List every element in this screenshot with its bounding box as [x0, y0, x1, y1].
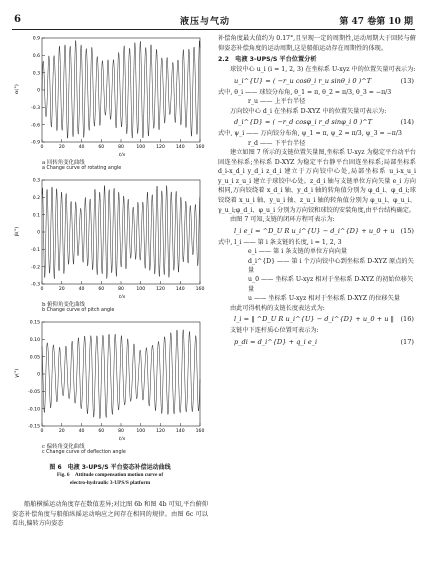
- equation-16: [218, 313, 416, 326]
- eq13-def-ru: r_u —— 上平台半径: [248, 98, 306, 106]
- plot-b-xtick-label: 120: [156, 287, 165, 292]
- equation-15: [218, 225, 416, 238]
- plot-c-ytick-label: 0.10: [29, 338, 40, 344]
- header-rule: [12, 29, 415, 30]
- equation-15-number: (15): [400, 226, 414, 235]
- plot-b-xtick-label: 80: [118, 287, 124, 292]
- page-header: [0, 0, 427, 30]
- plot-b-xtick-label: 100: [136, 287, 146, 292]
- plot-a-xtick-label: 60: [98, 145, 105, 150]
- right-paragraph-1: 补偿角度最大值约为 0.17°,且呈现一定的周期性,运动周期大于回转与俯仰姿态补偿角度的运动周期,这是船舶运动存在周期性的体现。: [218, 35, 416, 52]
- issue-label: 第 47 卷第 10 期: [339, 17, 413, 27]
- figure-caption: [12, 462, 208, 487]
- equation-13-number: (13): [400, 76, 414, 85]
- plot-c-xlabel: t/s: [119, 436, 126, 442]
- eq15-def-u0: u_0 —— 坐标系 U-xyz 相对于坐标系 D-XYZ 的初始位移矢量: [248, 276, 414, 293]
- plot-c-xtick-label: 120: [156, 429, 165, 434]
- plot-c-ylabel: γ(°): [14, 368, 20, 378]
- right-column: [218, 34, 416, 574]
- plot-c-trace: [42, 330, 200, 419]
- right-paragraph-3: 万向铰中心 d_i 在坐标系 D-XYZ 中的位置矢量可表示为:: [230, 107, 387, 115]
- plot-b-ytick-label: 0.2: [32, 196, 40, 202]
- plot-c-xtick-label: 60: [98, 429, 105, 434]
- plot-c-xtick-label: 20: [58, 429, 65, 434]
- section-heading: 2.2 电液 3-UPS/S 平台位置分析: [218, 56, 317, 64]
- plot-b-ytick-label: -0.2: [31, 265, 40, 271]
- plot-b-svg: [12, 176, 208, 306]
- plot-b-xtick-label: 160: [195, 287, 205, 292]
- equation-14-number: (14): [400, 118, 414, 127]
- plot-a-xtick-label: 100: [136, 145, 146, 150]
- plot-c-ytick-label: -0.10: [28, 407, 40, 413]
- plot-a-ytick-label: 0.9: [32, 36, 40, 42]
- equation-14-body: d_i^{D} = ( −r_d cosφ_i r_d sinφ_i 0 )^T: [234, 118, 373, 127]
- plot-b-xtick-label: 40: [78, 287, 85, 292]
- plot-a-ytick-label: -0.3: [31, 106, 40, 112]
- figure-caption-zh: 图 6 电液 3-UPS/S 平台姿态补偿运动曲线: [49, 464, 171, 471]
- plot-a-xtick-label: 40: [78, 145, 85, 150]
- plot-c-xtick-label: 80: [118, 429, 124, 434]
- plot-a-caption-en: a Change curve of rotating angle: [42, 166, 122, 171]
- plot-c-ytick-label: -0.15: [28, 424, 40, 430]
- plot-a-xtick-label: 120: [156, 145, 165, 150]
- journal-title: 液压与气动: [180, 17, 231, 27]
- plot-a-xtick-label: 80: [118, 145, 124, 150]
- plot-a-ytick-label: 0: [37, 88, 40, 94]
- eq15-def-li: 式中, l_i —— 第 i 条支链的长度, i = 1, 2, 3: [218, 238, 342, 246]
- plot-c-xtick-label: 40: [78, 429, 85, 434]
- plot-a-ylabel: α(°): [14, 84, 20, 94]
- plot-c: [12, 318, 208, 455]
- left-column: [12, 34, 208, 574]
- plot-c-xtick-label: 0: [40, 429, 44, 434]
- plot-a-xtick-label: 160: [195, 145, 205, 150]
- plot-a-trace: [42, 41, 200, 139]
- equation-17: [218, 336, 416, 349]
- plot-a-xtick-label: 0: [40, 145, 44, 150]
- plot-b-caption-zh: b 俯仰角变化曲线: [42, 302, 85, 308]
- plot-b-ytick-label: -0.1: [31, 248, 40, 254]
- equation-16-body: l_i = ‖ ^D_U R u_i^{U} − d_i^{D} + u_0 + u ‖: [234, 315, 394, 324]
- plot-b-xtick-label: 20: [58, 287, 65, 292]
- plot-b-ytick-label: 0: [37, 230, 40, 236]
- eq13-def-theta: 式中, θ_i —— 球铰分布角, θ_1 = π, θ_2 = π/3, θ_3 = −π/3: [218, 88, 392, 96]
- eq15-def-di: d_i^{D} —— 第 i 个万向铰中心到坐标系 D-XYZ 原点的矢量: [248, 257, 414, 274]
- page-number: 6: [14, 14, 21, 25]
- plot-a-svg: [12, 34, 208, 164]
- plot-b-xtick-label: 60: [98, 287, 105, 292]
- equation-15-body: l_i e_i = ^D_U R u_i^{U} − d_i^{D} + u_0 + u: [234, 226, 395, 235]
- plot-a-xtick-label: 20: [58, 145, 65, 150]
- plot-b-caption-en: b Change curve of pitch angle: [42, 308, 115, 313]
- plot-a-xtick-label: 140: [175, 145, 185, 150]
- plot-a-ytick-label: -0.9: [31, 140, 40, 146]
- plot-a-xlabel: t/s: [119, 152, 126, 158]
- plot-b-trace: [42, 186, 200, 279]
- equation-17-number: (17): [400, 337, 414, 346]
- plot-b: [12, 176, 208, 313]
- plot-b-xtick-label: 0: [40, 287, 44, 292]
- equation-14: [218, 116, 416, 129]
- plot-a-ytick-label: 0.6: [32, 54, 40, 60]
- plot-c-ytick-label: 0: [37, 372, 40, 378]
- plot-c-xtick-label: 140: [175, 429, 185, 434]
- plot-c-caption-zh: c 偏转角变化曲线: [42, 444, 85, 450]
- plot-c-ytick-label: 0.15: [29, 320, 40, 326]
- eq15-def-u: u —— 坐标系 U-xyz 相对于坐标系 D-XYZ 的位移矢量: [248, 295, 400, 303]
- right-paragraph-4: 建立如图 7 所示的支链位置矢量图,坐标系 U-xyz 为稳定平台动平台固连坐标系;坐标系 D-XYZ 为稳定平台静平台固连坐标系;局部坐标系 d_i-x_d_i y_d_i z_d_i 建立于万向铰中心处,局部坐标系 u_i-x_u_i y_u_i z_u_i 建立于球铰中心处。z_d_i 轴与支链单位方向矢量 e_i 方向相同,万向铰绕着 x_d_i 轴、y_d_i 轴的转角值分别为 φ_d_i、φ_d_i;球铰绕着 x_u_i 轴、y_u_i 轴、z_u_i 轴的转角值分别为 φ_u_i、φ_u_i、γ_u_i;φ_d_i、φ_u_i 分别为万向铰和球铰的安装角度,由平台结构确定。: [218, 149, 416, 214]
- plot-b-ytick-label: -0.3: [31, 282, 40, 288]
- plot-b-xtick-label: 140: [175, 287, 185, 292]
- plot-c-ytick-label: 0.05: [29, 355, 40, 361]
- plot-b-xlabel: t/s: [119, 294, 126, 300]
- plot-a-ytick-label: -0.6: [31, 123, 40, 129]
- figure-caption-en-1: Fig. 6 Attitude compensation motion curve of: [56, 472, 164, 478]
- equation-13-body: u_i^{U} = ( −r_u cosθ_i r_u sinθ_i 0 )^T: [234, 76, 372, 85]
- figure-caption-en-2: electro-hydraulic 3-UPS/S platform: [69, 480, 151, 486]
- plot-c-ytick-label: -0.05: [28, 390, 40, 396]
- right-paragraph-7: 支链中下连杆质心位置可表示为:: [230, 327, 319, 335]
- right-paragraph-6: 由此可得机构的支链长度表达式为:: [230, 304, 325, 312]
- plot-b-ytick-label: 0.1: [32, 213, 40, 219]
- plot-a: [12, 34, 208, 171]
- equation-16-number: (16): [400, 315, 414, 324]
- eq14-def-rd: r_d —— 下平台半径: [248, 139, 306, 147]
- plot-c-xtick-label: 100: [136, 429, 146, 434]
- plot-c-caption-en: c Change curve of deflection angle: [42, 450, 126, 455]
- plot-b-ytick-label: 0.3: [32, 178, 40, 184]
- left-paragraph: 船舶横摇运动角度存在数值差异;对比图 6b 和图 4b 可知,平台俯仰姿态补偿角度与船舶纵摇运动响应之间存在相同的规律。由图 6c 可以看出,偏转方向姿态: [12, 501, 208, 528]
- plot-c-svg: [12, 318, 208, 448]
- eq14-def-psi: 式中, ψ_i —— 万向铰分布角, ψ_1 = π, ψ_2 = π/3, ψ_3 = −π/3: [218, 130, 402, 138]
- eq15-def-ei: e_i —— 第 i 条支链的单位方向向量: [248, 248, 348, 256]
- plot-a-ytick-label: 0.3: [32, 71, 40, 77]
- plot-c-xtick-label: 160: [195, 429, 205, 434]
- equation-17-body: p_di = d_i^{D} + q_i e_i: [234, 337, 318, 346]
- right-paragraph-5: 由图 7 可知,支链的闭环方程可表示为:: [230, 216, 335, 224]
- plot-a-caption-zh: a 回转角变化曲线: [42, 160, 85, 166]
- plot-b-ylabel: β(°): [14, 226, 20, 236]
- right-paragraph-2: 球铰中心 u_i (i = 1, 2, 3) 在坐标系 U-xyz 中的位置矢量可表示为:: [230, 66, 416, 74]
- equation-13: [218, 75, 416, 88]
